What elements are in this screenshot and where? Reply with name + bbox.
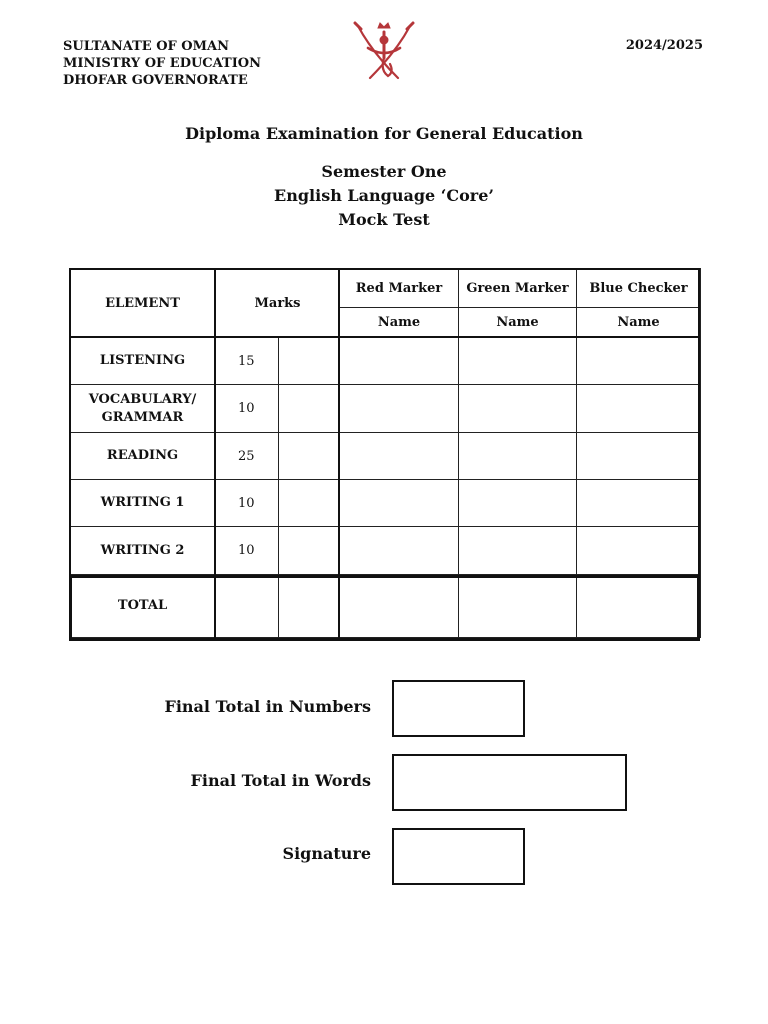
row-score-cell[interactable] bbox=[279, 433, 340, 480]
row-green-marker-cell[interactable] bbox=[459, 527, 577, 575]
row-max-marks: 15 bbox=[216, 338, 279, 385]
row-green-marker-cell[interactable] bbox=[459, 338, 577, 385]
org-line-ministry: MINISTRY OF EDUCATION bbox=[63, 56, 261, 71]
row-blue-checker-cell[interactable] bbox=[577, 433, 701, 480]
row-red-marker-cell[interactable] bbox=[340, 338, 459, 385]
row-red-marker-cell[interactable] bbox=[340, 433, 459, 480]
row-score-cell[interactable] bbox=[279, 527, 340, 575]
subject-title: English Language ‘Core’ bbox=[274, 186, 494, 205]
row-score-cell[interactable] bbox=[279, 338, 340, 385]
header-marks: Marks bbox=[216, 269, 340, 338]
row-score-cell[interactable] bbox=[279, 480, 340, 527]
final-total-numbers-label: Final Total in Numbers bbox=[164, 697, 371, 716]
row-green-marker-cell[interactable] bbox=[459, 480, 577, 527]
row-red-marker-cell[interactable] bbox=[340, 527, 459, 575]
row-red-marker-cell[interactable] bbox=[340, 385, 459, 433]
row-blue-checker-cell[interactable] bbox=[577, 480, 701, 527]
row-max-marks: 25 bbox=[216, 433, 279, 480]
total-max-marks-cell[interactable] bbox=[216, 575, 279, 638]
table-row bbox=[70, 527, 701, 575]
total-label: TOTAL bbox=[70, 575, 216, 638]
table-header-row bbox=[70, 269, 701, 308]
row-max-marks: 10 bbox=[216, 527, 279, 575]
semester-title: Semester One bbox=[321, 162, 447, 181]
organization-block bbox=[63, 38, 261, 89]
row-element-label: WRITING 2 bbox=[70, 527, 216, 575]
final-total-numbers-box[interactable] bbox=[392, 680, 525, 737]
row-element-label: WRITING 1 bbox=[70, 480, 216, 527]
total-score-cell[interactable] bbox=[279, 575, 340, 638]
header-green-marker: Green Marker bbox=[459, 269, 577, 308]
row-green-marker-cell[interactable] bbox=[459, 433, 577, 480]
academic-year: 2024/2025 bbox=[625, 38, 703, 53]
org-line-country: SULTANATE OF OMAN bbox=[63, 39, 229, 54]
total-blue-checker-cell[interactable] bbox=[577, 575, 701, 638]
table-row bbox=[70, 385, 701, 433]
final-total-words-box[interactable] bbox=[392, 754, 627, 811]
total-red-marker-cell[interactable] bbox=[340, 575, 459, 638]
signature-label: Signature bbox=[282, 844, 371, 863]
row-score-cell[interactable] bbox=[279, 385, 340, 433]
green-marker-name-label: Name bbox=[459, 308, 577, 338]
table-row bbox=[70, 480, 701, 527]
row-green-marker-cell[interactable] bbox=[459, 385, 577, 433]
row-red-marker-cell[interactable] bbox=[340, 480, 459, 527]
table-total-row bbox=[70, 575, 701, 638]
row-element-label: LISTENING bbox=[70, 338, 216, 385]
header-red-marker: Red Marker bbox=[340, 269, 459, 308]
signature-box[interactable] bbox=[392, 828, 525, 885]
org-line-governorate: DHOFAR GOVERNORATE bbox=[63, 73, 248, 88]
marks-table bbox=[69, 268, 701, 638]
final-total-words-label: Final Total in Words bbox=[190, 771, 371, 790]
header-blue-checker: Blue Checker bbox=[577, 269, 701, 308]
row-max-marks: 10 bbox=[216, 385, 279, 433]
row-blue-checker-cell[interactable] bbox=[577, 338, 701, 385]
exam-title: Diploma Examination for General Education bbox=[185, 124, 583, 143]
test-title: Mock Test bbox=[338, 210, 430, 229]
row-max-marks: 10 bbox=[216, 480, 279, 527]
total-green-marker-cell[interactable] bbox=[459, 575, 577, 638]
row-element-label: READING bbox=[70, 433, 216, 480]
row-element-label: VOCABULARY/ GRAMMAR bbox=[70, 385, 216, 433]
blue-checker-name-label: Name bbox=[577, 308, 701, 338]
table-row bbox=[70, 433, 701, 480]
oman-national-emblem-icon bbox=[350, 18, 418, 84]
table-row bbox=[70, 338, 701, 385]
red-marker-name-label: Name bbox=[340, 308, 459, 338]
header-element: ELEMENT bbox=[70, 269, 216, 338]
row-blue-checker-cell[interactable] bbox=[577, 385, 701, 433]
row-blue-checker-cell[interactable] bbox=[577, 527, 701, 575]
